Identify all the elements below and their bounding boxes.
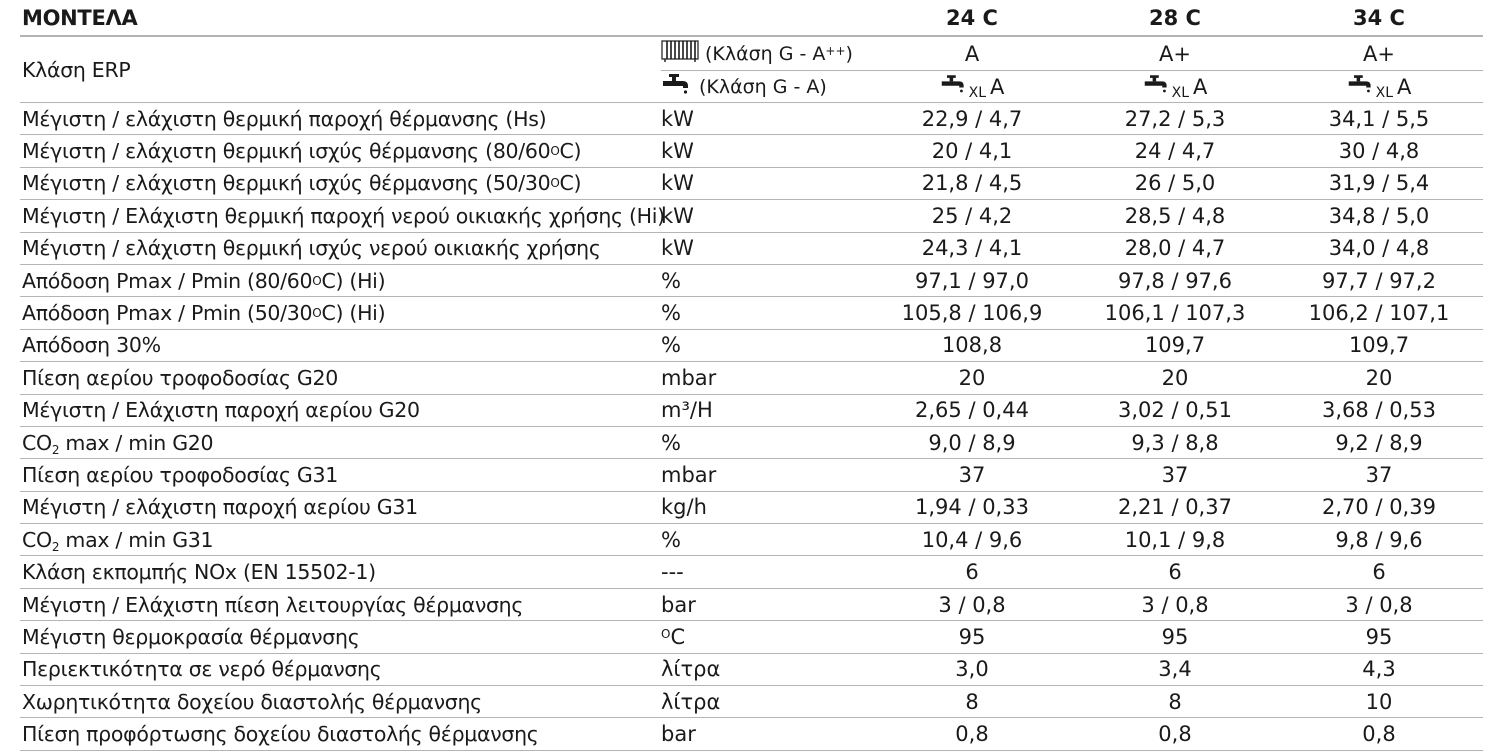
parameter-text: CO (22, 430, 52, 455)
parameter-text: Πίεση αερίου τροφοδοσίας G20 (22, 365, 339, 390)
value-24c: 37 (958, 462, 986, 487)
unit-label (661, 200, 811, 231)
table-row (20, 718, 1483, 750)
heating-class-range-sup: ++ (825, 43, 846, 58)
value-24c: 20 (958, 365, 986, 390)
parameter-label (22, 718, 652, 749)
parameter-text: Περιεκτικότητα σε νερό θέρμανσης (22, 657, 382, 682)
parameter-superscript: O (312, 306, 322, 321)
unit-text: % (661, 527, 681, 552)
value-24c: 105,8 / 106,9 (901, 301, 1043, 326)
parameter-text-end: C) (559, 139, 582, 164)
table-row (20, 427, 1483, 459)
value-28c: 8 (1168, 689, 1182, 714)
unit-text: mbar (661, 365, 717, 390)
model-24c: 24 C (946, 5, 998, 30)
table-row (20, 621, 1483, 653)
parameter-label (22, 621, 652, 652)
value-34c: 20 (1365, 365, 1393, 390)
unit-label (661, 654, 811, 685)
value-24c: 1,94 / 0,33 (915, 495, 1029, 520)
heating-class-range-end: ) (845, 42, 853, 65)
value-24c: 108,8 (941, 333, 1003, 358)
erp-class-row (20, 37, 1483, 103)
spec-table (20, 0, 1483, 751)
unit-label (661, 686, 811, 717)
parameter-label (22, 556, 652, 587)
unit-label (661, 556, 811, 587)
value-34c: 2,70 / 0,39 (1322, 495, 1436, 520)
value-34c: 34,1 / 5,5 (1328, 106, 1430, 131)
parameter-label (22, 427, 652, 458)
parameter-label (22, 492, 652, 523)
table-row (20, 200, 1483, 232)
value-24c: 20 / 4,1 (931, 139, 1013, 164)
unit-label (661, 427, 811, 458)
table-row (20, 103, 1483, 135)
erp-heating-28c: A+ (1159, 41, 1191, 66)
parameter-superscript: O (312, 273, 322, 288)
value-28c: 28,0 / 4,7 (1124, 236, 1226, 261)
heating-class-range (661, 37, 881, 70)
value-34c: 34,0 / 4,8 (1328, 236, 1430, 261)
radiator-icon (661, 39, 699, 68)
value-24c: 10,4 / 9,6 (921, 527, 1023, 552)
erp-heating-subrow (661, 37, 1483, 71)
unit-label (661, 718, 811, 749)
value-24c: 24,3 / 4,1 (921, 236, 1023, 261)
parameter-text-end: C) (Hi) (321, 301, 386, 326)
unit-label (661, 524, 811, 555)
parameter-label (22, 200, 665, 231)
parameter-label (22, 654, 652, 685)
parameter-text: Απόδοση 30% (22, 333, 161, 358)
parameter-label (22, 395, 652, 426)
unit-text: kW (661, 203, 694, 228)
value-28c: 26 / 5,0 (1134, 171, 1216, 196)
parameter-label (22, 524, 652, 555)
value-34c: 10 (1365, 689, 1393, 714)
parameter-subscript: 2 (51, 442, 60, 457)
parameter-text: Μέγιστη / ελάχιστη παροχή αερίου G31 (22, 495, 418, 520)
value-28c: 109,7 (1144, 333, 1206, 358)
value-28c: 3 / 0,8 (1141, 592, 1209, 617)
tap-icon (940, 74, 968, 99)
table-row (20, 589, 1483, 621)
value-28c: 106,1 / 107,3 (1104, 301, 1246, 326)
erp-heating-34c: A+ (1363, 41, 1395, 66)
value-34c: 106,2 / 107,1 (1308, 301, 1450, 326)
value-28c: 24 / 4,7 (1134, 139, 1216, 164)
tap-icon (1347, 74, 1375, 99)
erp-dhw-subrow (661, 70, 1483, 103)
table-row (20, 524, 1483, 556)
dhw-class-value: A (1397, 74, 1412, 99)
heating-class-range-text: (Κλάση G - A (705, 42, 826, 65)
value-28c: 0,8 (1158, 722, 1192, 747)
parameter-text: Απόδοση Pmax / Pmin (50/30 (22, 301, 313, 326)
parameter-label (22, 297, 652, 328)
value-28c: 3,02 / 0,51 (1118, 398, 1232, 423)
unit-text: C (670, 624, 686, 649)
value-28c: 20 (1161, 365, 1189, 390)
value-24c: 6 (965, 560, 979, 585)
parameter-text: Μέγιστη / Ελάχιστη θερμική παροχή νερού οικιακής χρήσης (Hi) (22, 203, 665, 228)
parameter-text: Χωρητικότητα δοχείου διαστολής θέρμανσης (22, 689, 482, 714)
unit-text: bar (661, 592, 696, 617)
spec-rows (20, 103, 1483, 751)
value-34c: 95 (1365, 624, 1393, 649)
value-34c: 6 (1372, 560, 1386, 585)
unit-text: kW (661, 106, 694, 131)
value-28c: 6 (1168, 560, 1182, 585)
unit-label (661, 103, 811, 134)
value-24c: 8 (965, 689, 979, 714)
unit-superscript: O (661, 626, 671, 641)
erp-dhw-28c (1075, 70, 1275, 103)
unit-label (661, 168, 811, 199)
parameter-label (22, 233, 652, 264)
table-row (20, 297, 1483, 329)
table-row (20, 330, 1483, 362)
table-row (20, 362, 1483, 394)
parameter-label (22, 168, 652, 199)
value-34c: 37 (1365, 462, 1393, 487)
unit-text: % (661, 333, 681, 358)
erp-dhw-34c (1279, 70, 1479, 103)
unit-text: kW (661, 236, 694, 261)
value-24c: 21,8 / 4,5 (921, 171, 1023, 196)
table-row (20, 233, 1483, 265)
table-row (20, 135, 1483, 167)
value-34c: 31,9 / 5,4 (1328, 171, 1430, 196)
table-row (20, 395, 1483, 427)
model-28c: 28 C (1149, 5, 1201, 30)
table-row (20, 686, 1483, 718)
erp-heating-24c: A (964, 41, 980, 66)
value-28c: 2,21 / 0,37 (1118, 495, 1232, 520)
unit-text: λίτρα (661, 657, 721, 682)
value-24c: 9,0 / 8,9 (928, 430, 1016, 455)
dhw-profile-xl: XL (1171, 84, 1189, 101)
value-28c: 28,5 / 4,8 (1124, 203, 1226, 228)
parameter-text: Μέγιστη / ελάχιστη θερμική ισχύς θέρμανσης (50/30 (22, 171, 551, 196)
parameter-text: Μέγιστη / ελάχιστη θερμική παροχή θέρμανσης (Hs) (22, 106, 547, 131)
unit-text: λίτρα (661, 689, 721, 714)
unit-label (661, 330, 811, 361)
value-28c: 97,8 / 97,6 (1118, 268, 1232, 293)
value-28c: 37 (1161, 462, 1189, 487)
parameter-text: CO (22, 527, 52, 552)
dhw-profile-xl: XL (1375, 84, 1393, 101)
table-row (20, 265, 1483, 297)
parameter-label (22, 459, 652, 490)
value-34c: 30 / 4,8 (1338, 139, 1420, 164)
table-row (20, 654, 1483, 686)
table-row (20, 168, 1483, 200)
value-34c: 0,8 (1362, 722, 1396, 747)
tap-icon (661, 73, 693, 100)
unit-label (661, 589, 811, 620)
unit-text: % (661, 268, 681, 293)
unit-text: m³/H (661, 398, 713, 423)
unit-label (661, 265, 811, 296)
unit-label (661, 492, 811, 523)
parameter-label (22, 330, 652, 361)
unit-text: % (661, 430, 681, 455)
dhw-class-value: A (990, 74, 1005, 99)
unit-label (661, 297, 811, 328)
table-row (20, 492, 1483, 524)
unit-label (661, 135, 811, 166)
parameter-superscript: O (550, 176, 560, 191)
dhw-class-value: A (1193, 74, 1208, 99)
models-label: ΜΟΝΤΕΛΑ (22, 5, 138, 30)
parameter-text-end: max / min G20 (59, 430, 214, 455)
unit-label (661, 233, 811, 264)
table-row (20, 556, 1483, 588)
dhw-class-range-text: (Κλάση G - A) (699, 75, 827, 98)
unit-label (661, 459, 811, 490)
parameter-text-end: C) (559, 171, 582, 196)
unit-label (661, 621, 811, 652)
parameter-label (22, 362, 652, 393)
value-24c: 3 / 0,8 (938, 592, 1006, 617)
value-28c: 27,2 / 5,3 (1124, 106, 1226, 131)
parameter-text-end: C) (Hi) (321, 268, 386, 293)
parameter-label (22, 103, 652, 134)
parameter-superscript: O (550, 144, 560, 159)
unit-text: % (661, 301, 681, 326)
unit-text: bar (661, 722, 696, 747)
dhw-class-range (661, 70, 881, 103)
value-28c: 9,3 / 8,8 (1131, 430, 1219, 455)
unit-text: --- (661, 560, 684, 585)
parameter-label (22, 589, 652, 620)
parameter-text: Μέγιστη / ελάχιστη θερμική ισχύς θέρμανσης (80/60 (22, 139, 551, 164)
table-row (20, 459, 1483, 491)
value-34c: 4,3 (1362, 657, 1396, 682)
value-28c: 10,1 / 9,8 (1124, 527, 1226, 552)
value-24c: 95 (958, 624, 986, 649)
parameter-text: Πίεση αερίου τροφοδοσίας G31 (22, 462, 339, 487)
parameter-label (22, 265, 652, 296)
unit-text: kg/h (661, 495, 707, 520)
value-24c: 97,1 / 97,0 (915, 268, 1029, 293)
value-24c: 22,9 / 4,7 (921, 106, 1023, 131)
value-34c: 97,7 / 97,2 (1322, 268, 1436, 293)
value-34c: 3,68 / 0,53 (1322, 398, 1436, 423)
unit-label (661, 395, 811, 426)
value-34c: 3 / 0,8 (1345, 592, 1413, 617)
parameter-text: Απόδοση Pmax / Pmin (80/60 (22, 268, 313, 293)
parameter-label (22, 686, 652, 717)
parameter-text: Πίεση προφόρτωσης δοχείου διαστολής θέρμανσης (22, 722, 539, 747)
dhw-profile-xl: XL (968, 84, 986, 101)
erp-label: Κλάση ERP (22, 57, 131, 82)
value-28c: 3,4 (1158, 657, 1192, 682)
parameter-text: Μέγιστη / Ελάχιστη πίεση λειτουργίας θέρμανσης (22, 592, 524, 617)
parameter-text: Μέγιστη θερμοκρασία θέρμανσης (22, 624, 360, 649)
erp-dhw-24c (872, 70, 1072, 103)
unit-label (661, 362, 811, 393)
value-34c: 9,2 / 8,9 (1335, 430, 1423, 455)
value-24c: 25 / 4,2 (931, 203, 1013, 228)
unit-text: kW (661, 139, 694, 164)
unit-text: kW (661, 171, 694, 196)
header-row (20, 0, 1483, 37)
parameter-label (22, 135, 652, 166)
value-34c: 109,7 (1348, 333, 1410, 358)
model-34c: 34 C (1353, 5, 1405, 30)
value-34c: 9,8 / 9,6 (1335, 527, 1423, 552)
parameter-text: Μέγιστη / Ελάχιστη παροχή αερίου G20 (22, 398, 420, 423)
value-24c: 0,8 (955, 722, 989, 747)
tap-icon (1143, 74, 1171, 99)
unit-text: mbar (661, 462, 717, 487)
parameter-text: Κλάση εκπομπής NOx (EN 15502-1) (22, 560, 376, 585)
value-28c: 95 (1161, 624, 1189, 649)
parameter-text: Μέγιστη / ελάχιστη θερμική ισχύς νερού οικιακής χρήσης (22, 236, 601, 261)
value-34c: 34,8 / 5,0 (1328, 203, 1430, 228)
value-24c: 3,0 (955, 657, 989, 682)
value-24c: 2,65 / 0,44 (915, 398, 1029, 423)
parameter-text-end: max / min G31 (59, 527, 214, 552)
parameter-subscript: 2 (51, 539, 60, 554)
